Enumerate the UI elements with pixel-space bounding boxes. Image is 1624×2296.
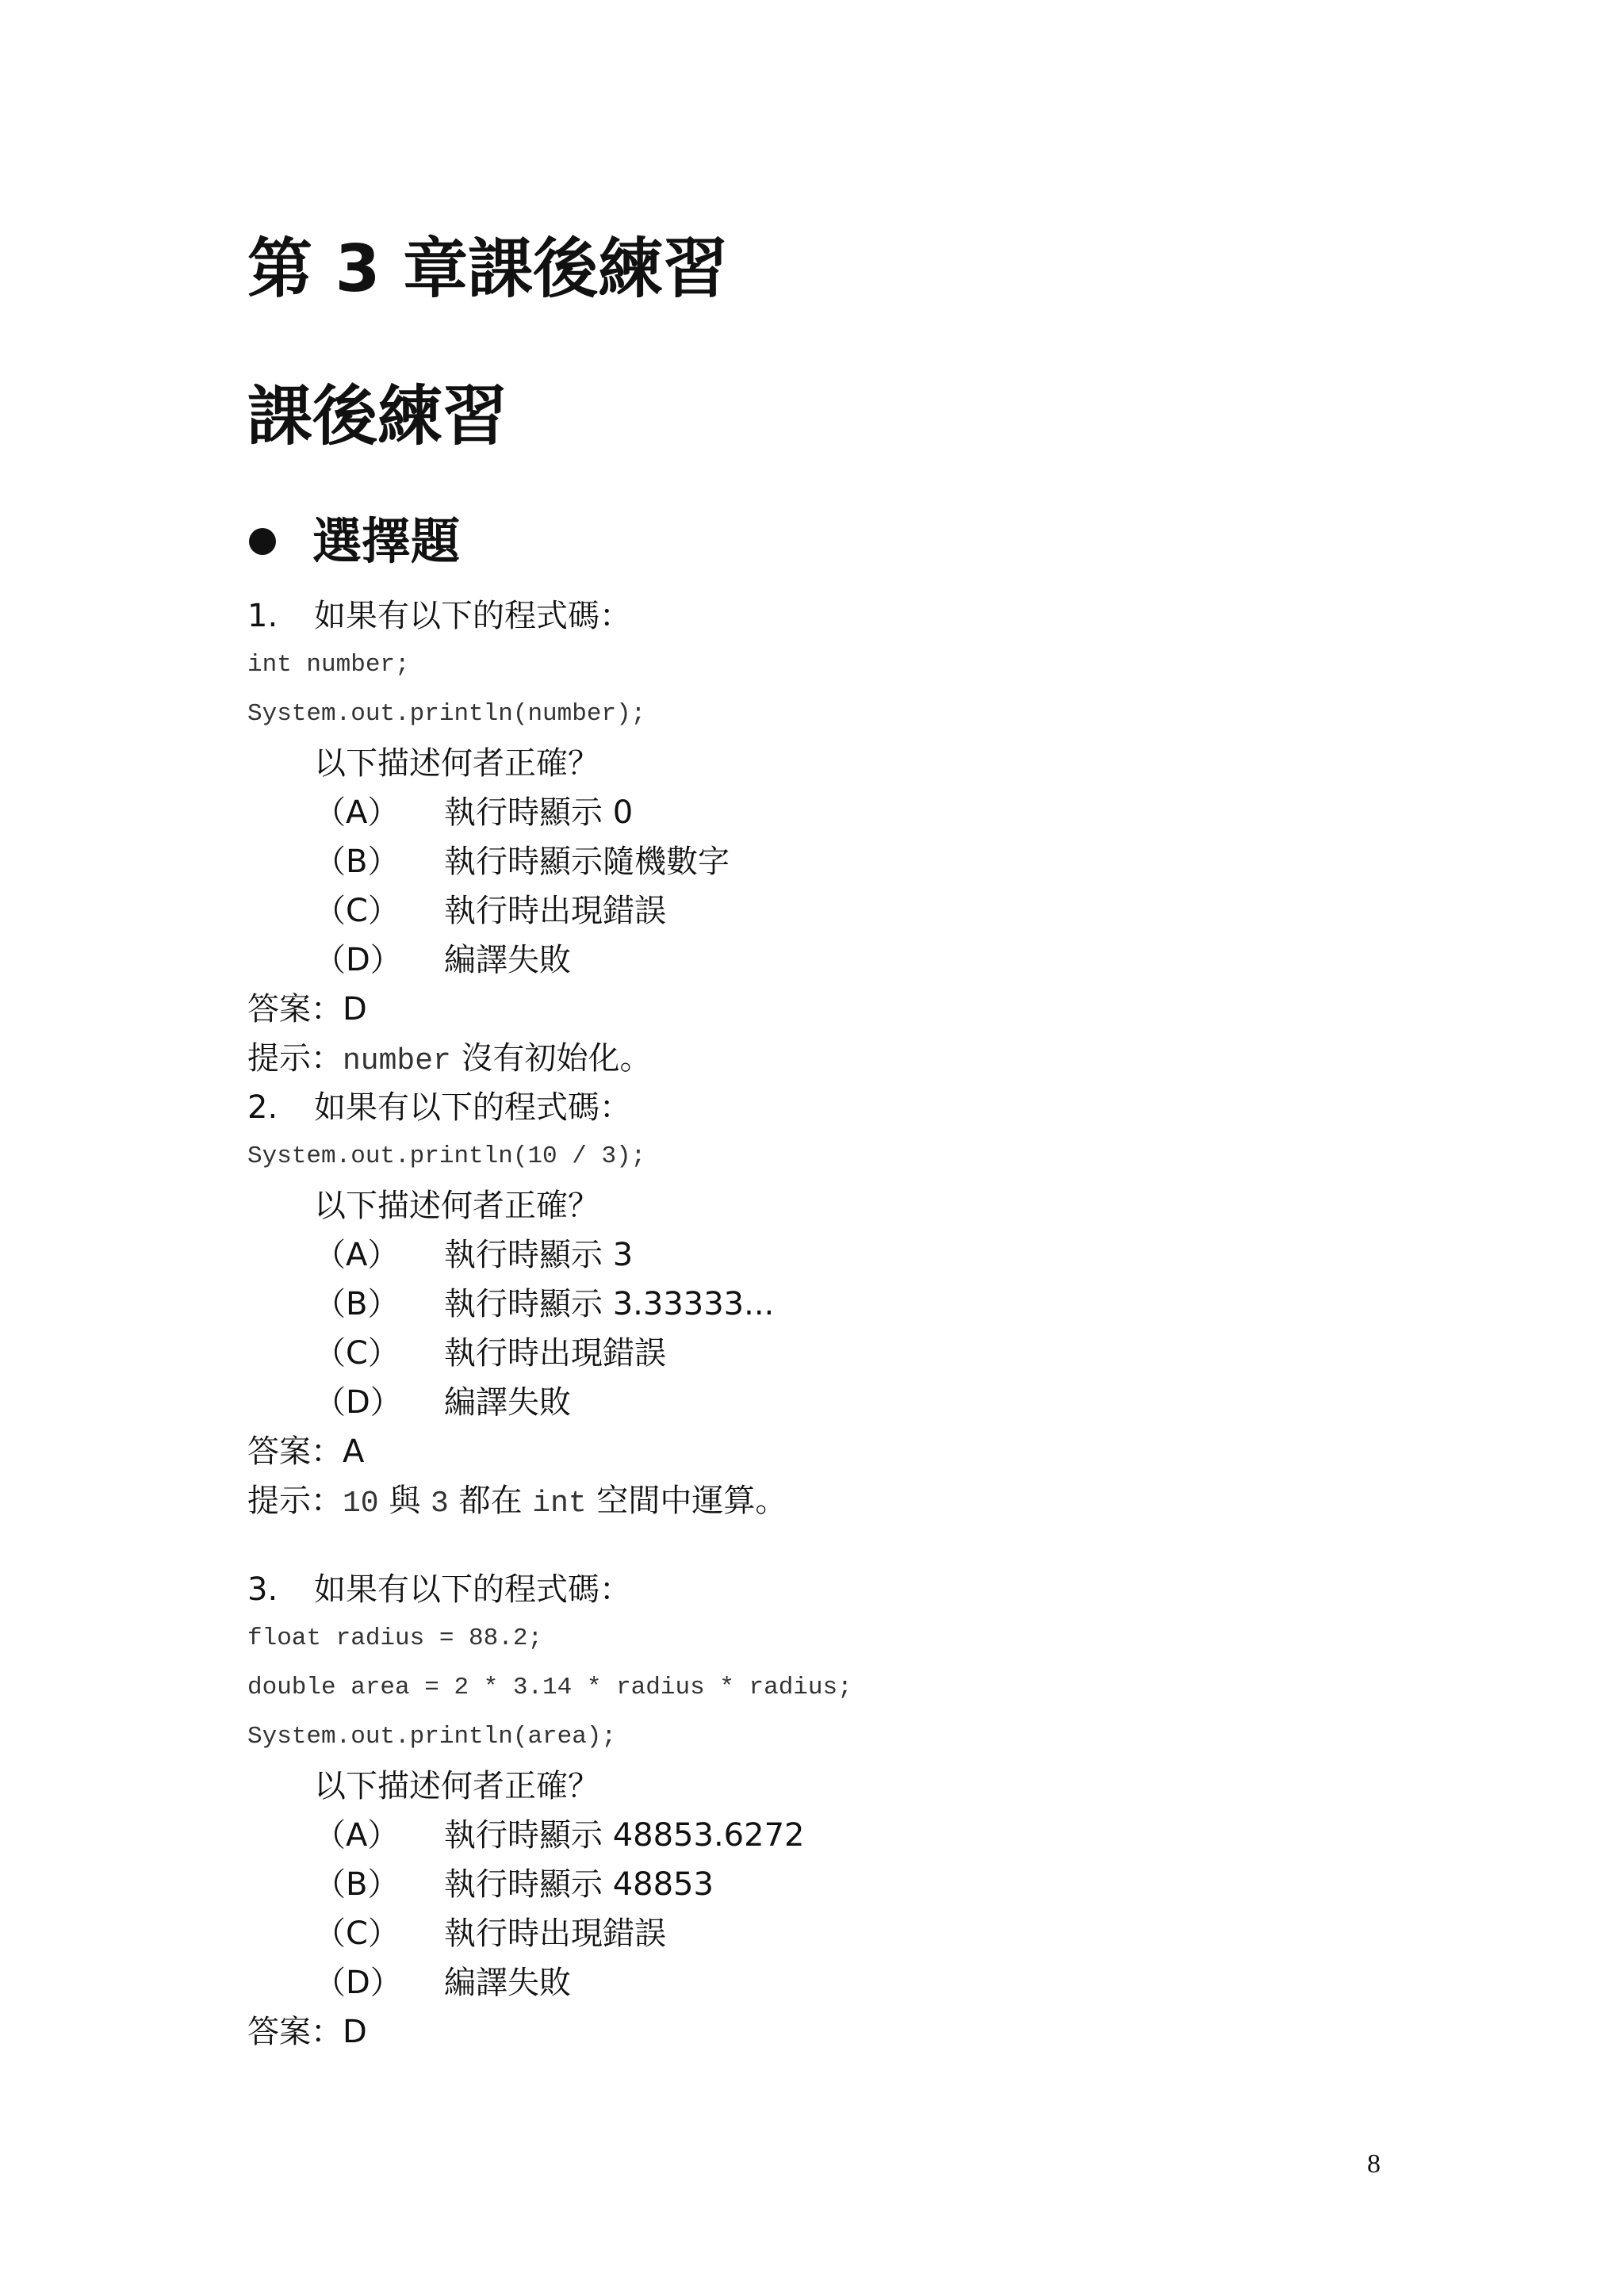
option-d — [247, 1378, 1453, 1427]
hint-text: 與 — [378, 1483, 431, 1519]
option-label: （D） — [314, 1384, 402, 1421]
hint-code: number — [343, 1044, 451, 1078]
option-c — [247, 1909, 1453, 1958]
hint-code: 3 — [431, 1487, 449, 1521]
question-intro: 如果有以下的程式碼： — [314, 598, 631, 634]
bullet-icon — [249, 528, 276, 555]
answer-value: A — [343, 1433, 365, 1470]
option-text: 執行時顯示 0 — [444, 794, 634, 831]
question-1 — [247, 591, 1453, 1083]
chapter-title: 第 3 章課後練習 — [247, 232, 729, 307]
option-text: 執行時顯示隨機數字 — [444, 844, 730, 880]
option-c — [247, 1329, 1453, 1378]
option-text: 執行時顯示 3 — [444, 1237, 634, 1273]
option-c — [247, 886, 1453, 936]
answer-line — [247, 2007, 1453, 2057]
question-number: 3. — [247, 1571, 278, 1608]
option-text: 執行時出現錯誤 — [444, 1335, 666, 1372]
option-label: （A） — [314, 1817, 400, 1854]
hint-text: 沒有初始化。 — [450, 1040, 652, 1077]
answer-label: 答案： — [247, 2014, 343, 2050]
option-text: 編譯失敗 — [444, 942, 571, 978]
option-d — [247, 936, 1453, 985]
question-heading — [247, 1565, 1453, 1614]
hint-label: 提示： — [247, 1483, 343, 1519]
question-3 — [247, 1565, 1453, 2057]
option-a — [247, 788, 1453, 837]
code-line: System.out.println(10 / 3); — [247, 1142, 646, 1170]
option-text: 編譯失敗 — [444, 1965, 571, 2001]
hint-text: 空間中運算。 — [586, 1483, 787, 1519]
option-label: （B） — [314, 844, 400, 880]
option-label: （C） — [314, 1915, 400, 1952]
option-text: 執行時出現錯誤 — [444, 893, 666, 929]
option-label: （B） — [314, 1286, 400, 1322]
code-line: System.out.println(number); — [247, 700, 646, 728]
option-label: （A） — [314, 794, 400, 831]
question-prompt: 以下描述何者正確？ — [314, 1188, 599, 1224]
answer-value: D — [343, 2014, 367, 2050]
page-number: 8 — [1367, 2149, 1381, 2179]
option-label: （A） — [314, 1237, 400, 1273]
section-title: 課後練習 — [247, 379, 508, 454]
option-text: 執行時顯示 3.33333... — [444, 1286, 775, 1322]
option-label: （D） — [314, 1965, 402, 2001]
hint-line — [247, 1476, 1453, 1525]
answer-line — [247, 1427, 1453, 1476]
hint-code: 10 — [343, 1487, 379, 1521]
option-label: （C） — [314, 1335, 400, 1372]
answer-value: D — [343, 991, 367, 1027]
option-label: （D） — [314, 942, 402, 978]
question-2 — [247, 1083, 1453, 1525]
option-text: 執行時顯示 48853.6272 — [444, 1817, 805, 1854]
hint-label: 提示： — [247, 1040, 343, 1077]
option-text: 執行時出現錯誤 — [444, 1915, 666, 1952]
answer-label: 答案： — [247, 1433, 343, 1470]
code-line: float radius = 88.2; — [247, 1624, 543, 1652]
option-b — [247, 1860, 1453, 1909]
question-intro: 如果有以下的程式碼： — [314, 1089, 631, 1126]
question-heading — [247, 1083, 1453, 1132]
option-a — [247, 1811, 1453, 1860]
code-line: System.out.println(area); — [247, 1723, 617, 1751]
subsection-heading — [247, 507, 460, 576]
code-line: double area = 2 * 3.14 * radius * radius; — [247, 1674, 852, 1701]
hint-code: int — [532, 1487, 587, 1521]
hint-line — [247, 1034, 1453, 1083]
answer-line — [247, 985, 1453, 1034]
option-label: （C） — [314, 893, 400, 929]
option-text: 編譯失敗 — [444, 1384, 571, 1421]
question-number: 1. — [247, 598, 278, 634]
option-label: （B） — [314, 1866, 400, 1903]
question-list — [247, 591, 1453, 2057]
question-number: 2. — [247, 1089, 278, 1126]
option-b — [247, 1280, 1453, 1329]
subsection-label: 選擇題 — [312, 512, 461, 570]
answer-label: 答案： — [247, 991, 343, 1027]
option-text: 執行時顯示 48853 — [444, 1866, 714, 1903]
question-heading — [247, 591, 1453, 641]
hint-text: 都在 — [448, 1483, 533, 1519]
question-intro: 如果有以下的程式碼： — [314, 1571, 631, 1608]
question-spacer — [247, 1525, 1453, 1565]
question-prompt: 以下描述何者正確？ — [314, 745, 599, 782]
question-prompt: 以下描述何者正確？ — [314, 1768, 599, 1804]
code-line: int number; — [247, 651, 410, 679]
option-d — [247, 1958, 1453, 2007]
option-b — [247, 837, 1453, 886]
option-a — [247, 1230, 1453, 1280]
